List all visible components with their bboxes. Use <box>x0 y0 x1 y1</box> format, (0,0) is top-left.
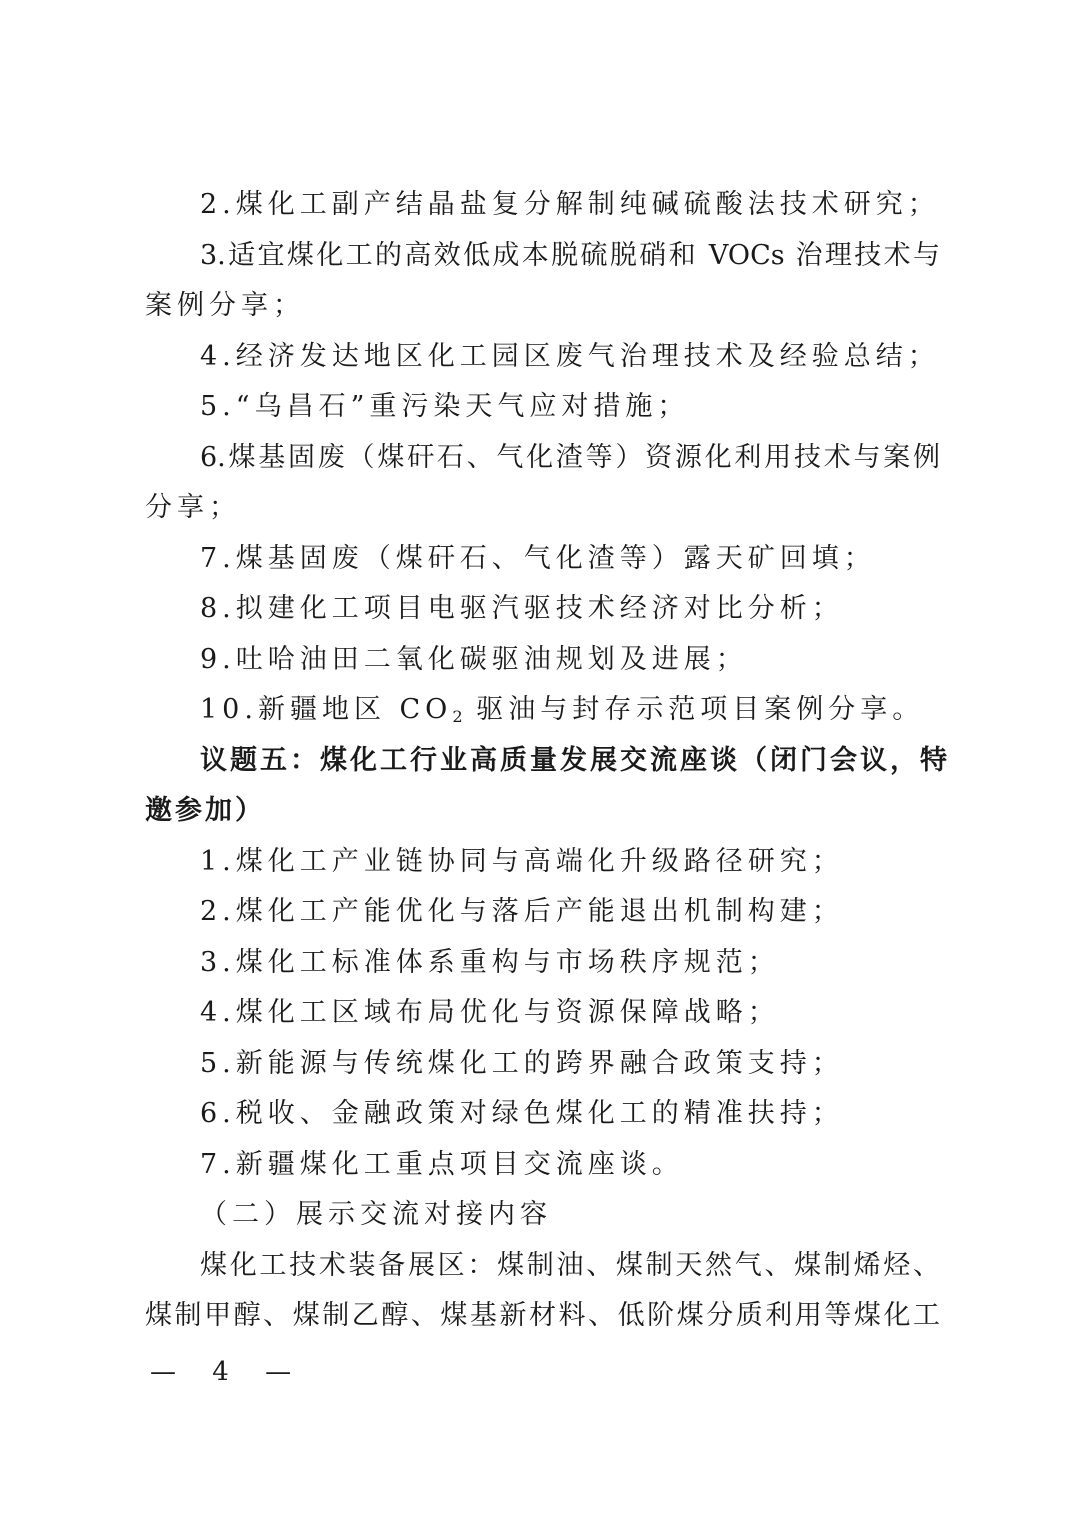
list-item-text: 10.新疆地区 CO <box>200 694 453 725</box>
list-item-text: 驱油与封存示范项目案例分享。 <box>462 694 925 725</box>
topic-heading: 议题五：煤化工行业高质量发展交流座谈（闭门会议，特 <box>200 744 950 776</box>
list-item: 6.税收、金融政策对绿色煤化工的精准扶持； <box>200 1098 844 1129</box>
list-item: 5.新能源与传统煤化工的跨界融合政策支持； <box>200 1047 844 1079</box>
page-number: — 4 — <box>150 1357 306 1387</box>
list-item: 9.吐哈油田二氧化碳驱油规划及进展； <box>200 643 748 675</box>
document-body <box>145 180 950 1342</box>
list-item-continuation: 分享； <box>145 492 241 523</box>
list-item: 5.“乌昌石”重污染天气应对措施； <box>200 391 690 422</box>
list-item: 1.煤化工产业链协同与高端化升级路径研究； <box>200 845 844 877</box>
topic-heading-continuation: 邀参加） <box>145 795 265 826</box>
list-item: 3.适宜煤化工的高效低成本脱硫脱硝和 VOCs 治理技术与 <box>200 239 940 271</box>
list-item <box>145 685 940 736</box>
list-item: 2.煤化工产能优化与落后产能退出机制构建； <box>200 896 844 927</box>
section-heading: （二）展示交流对接内容 <box>200 1199 552 1230</box>
list-item: 4.经济发达地区化工园区废气治理技术及经验总结； <box>200 340 940 372</box>
list-item: 6.煤基固废（煤矸石、气化渣等）资源化利用技术与案例 <box>200 441 940 473</box>
list-item: 8.拟建化工项目电驱汽驱技术经济对比分析； <box>200 593 844 624</box>
list-item-continuation: 案例分享； <box>145 290 305 321</box>
list-item: 4.煤化工区域布局优化与资源保障战略； <box>200 997 780 1028</box>
list-item: 3.煤化工标准体系重构与市场秩序规范； <box>200 946 780 978</box>
paragraph-line: 煤化工技术装备展区：煤制油、煤制天然气、煤制烯烃、 <box>200 1249 940 1281</box>
list-item: 7.煤基固废（煤矸石、气化渣等）露天矿回填； <box>200 542 876 574</box>
list-item: 7.新疆煤化工重点项目交流座谈。 <box>200 1148 684 1180</box>
paragraph-line: 煤制甲醇、煤制乙醇、煤基新材料、低阶煤分质利用等煤化工 <box>145 1300 940 1331</box>
list-item: 2.煤化工副产结晶盐复分解制纯碱硫酸法技术研究； <box>200 189 940 220</box>
subscript-text: 2 <box>452 707 463 726</box>
